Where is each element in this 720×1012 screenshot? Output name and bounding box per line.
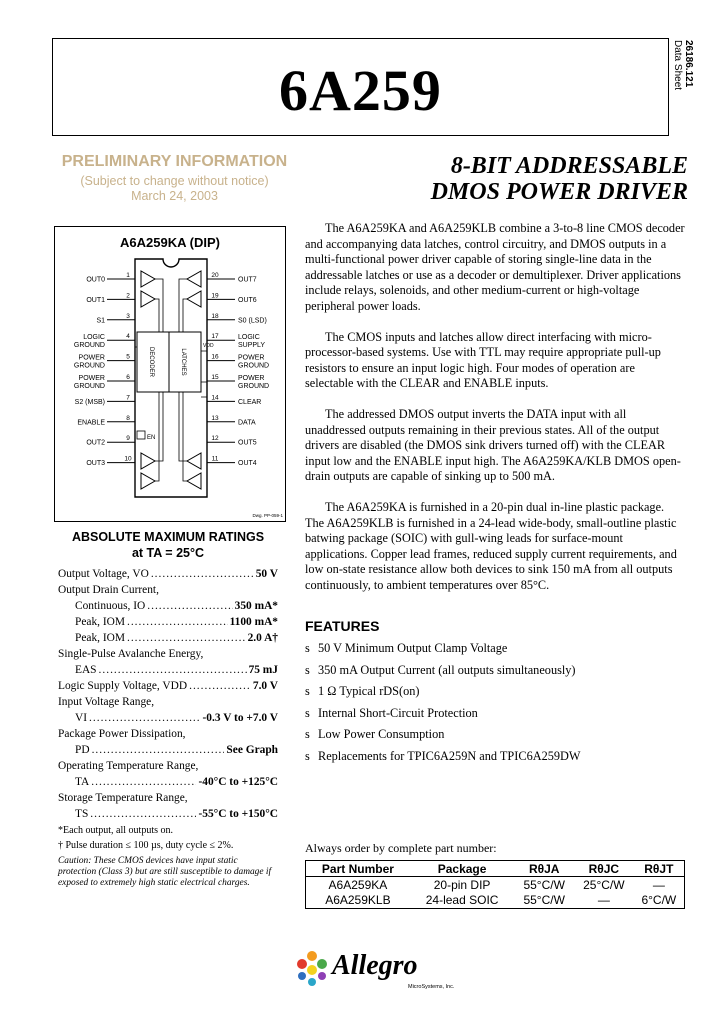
table-row [306, 877, 685, 893]
left-pin-label: GROUND [73, 383, 105, 390]
header-package: Package [410, 861, 515, 877]
left-pin-label: GROUND [73, 362, 105, 370]
ratings-subtitle: at TA = 25°C [131, 546, 205, 560]
right-pin-label: CLEAR [238, 398, 262, 406]
dip-drawing [55, 227, 287, 523]
buffer-out0 [141, 271, 155, 287]
feature-text: Replacements for TPIC6A259N and TPIC6A259DW [318, 748, 581, 763]
drawing-id: Dwg. PP-059-1 [252, 513, 283, 518]
right-pin-label: POWER [238, 375, 265, 382]
bullet: s [305, 662, 310, 677]
leader-dots [151, 566, 254, 582]
rating-row: Output Drain Current, [58, 584, 159, 596]
preliminary-title: PRELIMINARY INFORMATION [61, 153, 288, 170]
leader-dots [92, 742, 225, 758]
rating-label: EAS [75, 664, 97, 676]
bullet: s [305, 748, 310, 763]
left-pin-number: 9 [126, 435, 130, 443]
left-pin-label: LOGIC [83, 334, 105, 342]
left-pin-number: 7 [126, 394, 130, 402]
ordering-note: Always order by complete part number: [305, 841, 497, 855]
features-list [305, 641, 685, 770]
feature-text: Internal Short-Circuit Protection [318, 705, 478, 720]
rating-label: VI [75, 712, 88, 724]
page-title: 6A259 [279, 58, 442, 123]
feature-item [305, 749, 685, 771]
table-header-row [306, 861, 685, 877]
left-pin-number: 1 [126, 272, 130, 279]
rating-row [58, 742, 278, 758]
vdd-label: VDD [203, 343, 214, 349]
left-pin-label: OUT2 [86, 439, 105, 447]
feature-item [305, 727, 685, 749]
feature-text: Low Power Consumption [318, 727, 445, 741]
rating-row [58, 774, 278, 790]
header-rthjc: RθJC [574, 861, 634, 877]
leader-dots [91, 774, 196, 790]
feature-item [305, 706, 685, 728]
buffer-out6 [187, 291, 201, 307]
right-pin-number: 16 [211, 353, 219, 361]
rating-value: -40°C to +125°C [198, 776, 278, 788]
leader-dots [89, 710, 200, 726]
left-pin-number: 4 [126, 333, 130, 341]
leader-dots [147, 598, 232, 614]
cell: A6A259KLB [325, 893, 391, 908]
right-pin-number: 20 [211, 272, 219, 279]
left-pin-group [74, 272, 135, 467]
cell: 55°C/W [523, 877, 565, 892]
bullet: s [305, 727, 310, 741]
rating-label: Output Voltage, VO [58, 568, 149, 580]
rating-row: Operating Temperature Range, [58, 760, 199, 772]
right-pin-label: POWER [238, 354, 265, 362]
rating-value: -0.3 V to +7.0 V [202, 712, 278, 724]
leader-dots [127, 614, 228, 630]
right-pin-label: S0 (LSD) [238, 317, 267, 325]
product-title-line1: 8-BIT ADDRESSABLE [450, 153, 688, 179]
rating-row [58, 630, 278, 646]
feature-item [305, 663, 685, 685]
features-heading: FEATURES [305, 618, 380, 634]
ratings-footnote-1: *Each output, all outputs on. [58, 825, 173, 836]
left-pin-number: 8 [126, 414, 130, 422]
data-sheet-text: Data Sheet [672, 40, 683, 91]
product-title-line2: DMOS POWER DRIVER [430, 179, 688, 205]
caution-note: Caution: These CMOS devices have input static protection (Class 3) but are still susceptible to damage if exposed to extremely high static electrical charges. [58, 856, 272, 888]
left-pin-label: ENABLE [77, 419, 105, 427]
right-pin-number: 13 [211, 414, 219, 422]
latches-label: LATCHES [180, 348, 186, 376]
description-paragraph: The A6A259KA and A6A259KLB combine a 3-to-8 line CMOS decoder and accompanying data latches, control circuitry, and DMOS outputs in a multi-functional power driver capable of storing single-line data in the addressable latches or use as a decoder or demultiplexer. Driver applications include relays, solenoids, and other medium-current or high-voltage peripheral power loads. [305, 221, 685, 313]
bullet: s [305, 684, 310, 698]
right-pin-label: SUPPLY [238, 342, 266, 350]
cell: A6A259KA [328, 877, 388, 892]
table-row [306, 893, 685, 909]
rating-row: Storage Temperature Range, [58, 792, 188, 804]
buffer-out2 [141, 453, 155, 469]
header-rthjt: RθJT [634, 861, 685, 877]
feature-item [305, 641, 685, 663]
description-paragraph: The CMOS inputs and latches allow direct interfacing with micro-processor-based systems. Use with TTL may require appropriate pull-up resistors to ensure an input logic high. Four modes of operation are selectable with the CLEAR and ENABLE inputs. [305, 329, 661, 391]
right-pin-number: 18 [211, 312, 219, 320]
logo-subtext: MicroSystems, Inc. [408, 984, 455, 990]
pinout-diagram [54, 226, 286, 522]
right-pin-group [207, 272, 269, 467]
logo-dots-icon [297, 951, 327, 986]
left-pin-label: POWER [78, 375, 105, 382]
preliminary-date: March 24, 2003 [131, 189, 218, 203]
title-box [52, 38, 669, 136]
leader-dots [90, 806, 196, 822]
rating-label: TA [75, 776, 90, 788]
left-pin-number: 10 [124, 455, 132, 463]
description-paragraph: The addressed DMOS output inverts the DATA input with all unaddressed outputs remaining in their previous states. All of the output drivers are disabled (the DMOS sink drivers turned off) with the CLEAR input low and the ENABLE input high. The A6A259KA/KLB DMOS open-drain outputs are capable of sinking up to 500 mA. [305, 406, 681, 484]
rating-label: PD [75, 744, 90, 756]
buffer-out3 [141, 473, 155, 489]
buffer-out4 [187, 473, 201, 489]
rating-row: Single-Pulse Avalanche Energy, [58, 648, 204, 660]
right-pin-label: OUT6 [238, 296, 257, 304]
decoder-label: DECODER [148, 346, 154, 378]
rating-value: -55°C to +150°C [198, 808, 278, 820]
description [305, 221, 685, 608]
right-pin-number: 17 [211, 333, 219, 341]
left-pin-label: POWER [78, 354, 105, 362]
rating-value: See Graph [226, 744, 278, 756]
en-label: EN [147, 435, 156, 441]
absolute-maximum-ratings [58, 530, 278, 889]
feature-text: 1 Ω Typical rDS(on) [318, 684, 420, 698]
rating-label: TS [75, 808, 89, 820]
left-pin-label: OUT1 [86, 296, 105, 304]
product-title [400, 153, 688, 205]
right-pin-label: DATA [238, 419, 256, 427]
diagram-title: A6A259KA (DIP) [120, 235, 220, 250]
rating-label: Peak, IOM [75, 616, 125, 628]
right-pin-number: 12 [211, 435, 219, 443]
feature-text: 350 mA Output Current (all outputs simultaneously) [318, 662, 576, 677]
right-pin-number: 11 [211, 455, 219, 463]
cell: — [597, 893, 610, 908]
feature-item [305, 684, 685, 706]
left-pin-label: OUT0 [86, 276, 105, 284]
right-pin-number: 15 [211, 374, 219, 381]
rating-value: 50 V [255, 568, 278, 580]
left-pin-label: S1 [96, 317, 105, 325]
enable-buffer [137, 431, 145, 439]
right-pin-label: OUT4 [238, 460, 257, 468]
rating-label: Logic Supply Voltage, VDD [58, 680, 188, 692]
right-pin-label: LOGIC [238, 334, 260, 342]
leader-dots [189, 678, 251, 694]
allegro-logo [290, 940, 470, 1000]
cell: 20-pin DIP [433, 877, 491, 892]
right-pin-number: 19 [211, 292, 219, 300]
left-pin-number: 3 [126, 312, 130, 320]
right-pin-label: GROUND [238, 362, 270, 370]
ordering-table [305, 860, 685, 909]
rating-value: 2.0 A† [247, 632, 278, 644]
buffer-out7 [187, 271, 201, 287]
rating-row [58, 614, 278, 630]
feature-text: 50 V Minimum Output Clamp Voltage [318, 641, 508, 655]
rating-row [58, 710, 278, 726]
dip-package-outline [135, 259, 207, 497]
rating-value: 75 mJ [248, 664, 278, 676]
cell: — [652, 877, 665, 892]
description-paragraph: The A6A259KA is furnished in a 20-pin dual in-line plastic package. The A6A259KLB is furnished in a 24-lead wide-body, small-outline plastic batwing package (SOIC) with gull-wing leads for surface-mount applications. Copper lead frames, reduced supply current requirements, and low on-state resistance allow both devices to sink 150 mA from all outputs continuously, to ambient temperatures over 85°C. [305, 499, 677, 592]
left-pin-number: 5 [126, 353, 130, 361]
rating-label: Continuous, IO [75, 600, 146, 612]
logo-text: Allegro [332, 950, 418, 981]
bullet: s [305, 705, 310, 720]
right-pin-label: OUT7 [238, 276, 257, 284]
cell: 25°C/W [583, 877, 625, 892]
header-rthja: RθJA [514, 861, 574, 877]
right-pin-label: GROUND [238, 383, 270, 390]
leader-dots [127, 630, 246, 646]
data-sheet-label [672, 40, 692, 140]
buffer-out1 [141, 291, 155, 307]
right-pin-number: 14 [211, 394, 219, 402]
rating-label: Peak, IOM [75, 632, 125, 644]
rating-row: Package Power Dissipation, [58, 728, 186, 740]
rating-value: 7.0 V [252, 680, 278, 692]
left-pin-label: S2 (MSB) [74, 398, 105, 406]
preliminary-subtitle: (Subject to change without notice) [80, 174, 269, 188]
right-pin-label: OUT5 [238, 439, 257, 447]
rating-row [58, 678, 278, 694]
bullet: s [305, 641, 310, 655]
buffer-out5 [187, 453, 201, 469]
header-part-number: Part Number [306, 861, 410, 877]
data-sheet-number: 26186.121 [683, 40, 694, 88]
internal-wiring [135, 279, 207, 481]
cell: 6°C/W [641, 893, 677, 908]
left-pin-number: 2 [126, 292, 130, 300]
rating-row [58, 806, 278, 822]
rating-value: 350 mA* [234, 600, 278, 612]
ratings-footnote-2: † Pulse duration ≤ 100 µs, duty cycle ≤ 2%. [58, 840, 234, 851]
cell: 55°C/W [523, 893, 565, 908]
ratings-list [58, 566, 278, 822]
rating-row [58, 598, 278, 614]
ratings-title: ABSOLUTE MAXIMUM RATINGS [71, 530, 265, 544]
left-pin-number: 6 [126, 374, 130, 381]
preliminary-notice [52, 153, 297, 203]
leader-dots [99, 662, 247, 678]
left-pin-label: GROUND [73, 342, 105, 350]
rating-row [58, 662, 278, 678]
rating-value: 1100 mA* [229, 616, 278, 628]
left-pin-label: OUT3 [86, 460, 105, 468]
rating-row: Input Voltage Range, [58, 696, 155, 708]
cell: 24-lead SOIC [425, 893, 499, 908]
rating-row [58, 566, 278, 582]
